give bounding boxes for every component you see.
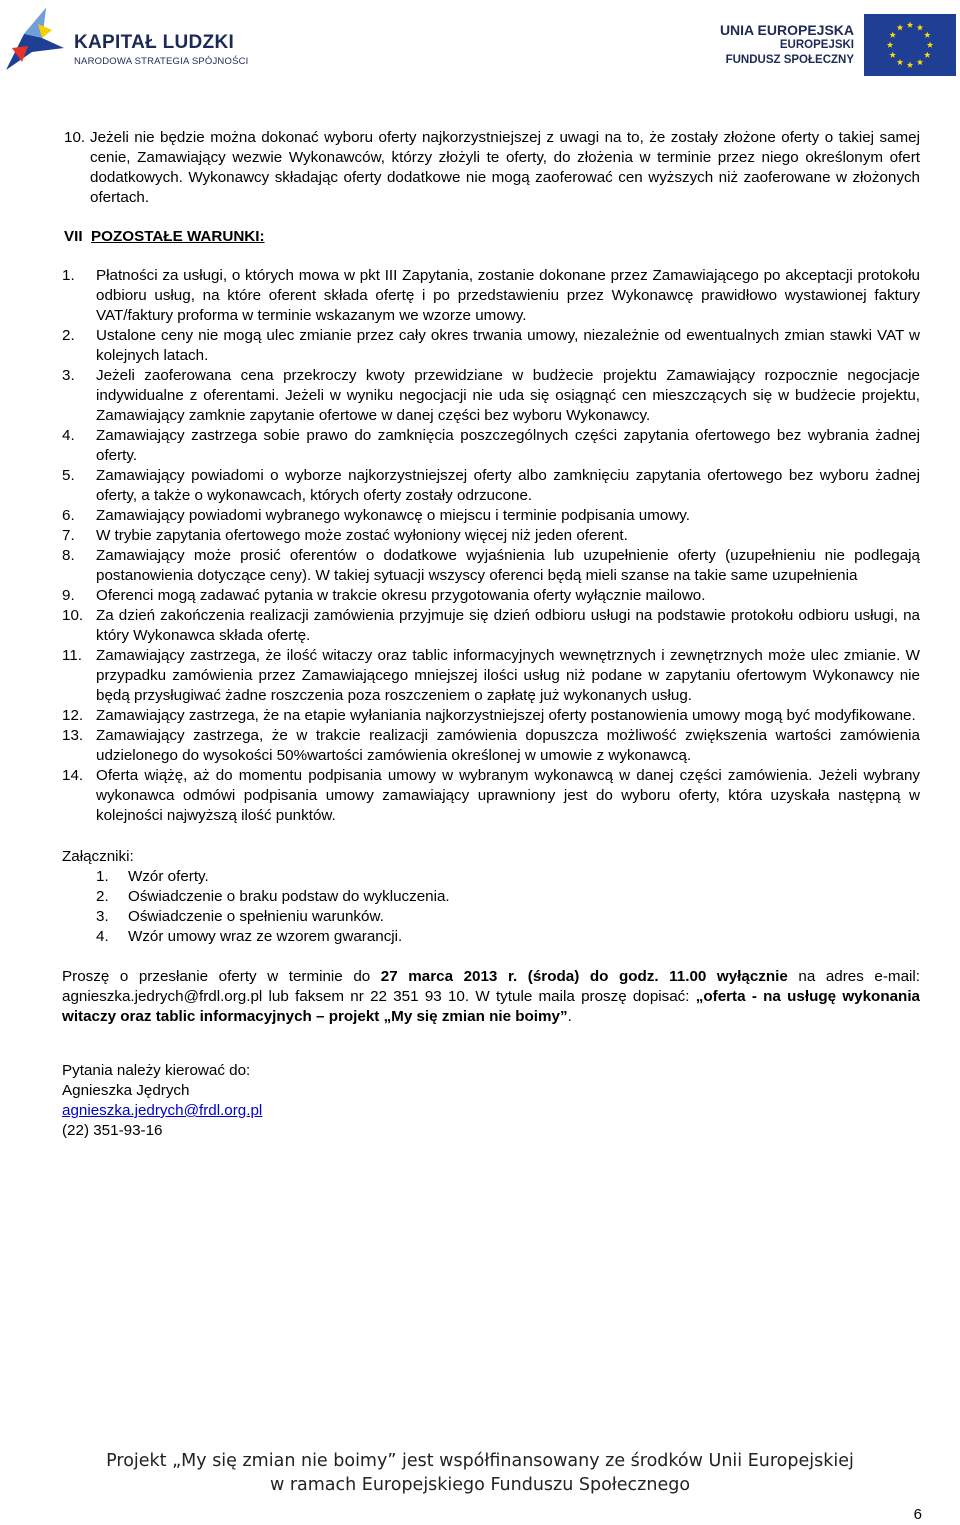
condition-number: 6.: [62, 507, 75, 524]
eu-line-2: EUROPEJSKI: [779, 39, 854, 51]
document-body: [62, 128, 920, 1141]
send-text-3: .: [567, 1008, 572, 1025]
eu-flag-icon: [864, 14, 956, 76]
attachment-item: [96, 887, 920, 907]
condition-item: [62, 706, 920, 726]
condition-text: Zamawiający powiadomi wybranego wykonawcę o miejscu i terminie podpisania umowy.: [96, 507, 690, 524]
condition-number: 5.: [62, 467, 75, 484]
condition-text: Zamawiający może prosić oferentów o dodatkowe wyjaśnienia lub uzupełnienie oferty (uzupełnieniu nie podlegają postanowienia dotyczące ceny). W takiej sytuacji wszyscy oferenci będą mieli szanse na takie same uzupełnienia: [96, 547, 920, 584]
condition-number: 3.: [62, 367, 75, 384]
send-subject: „oferta - na usługę wykonania witaczy oraz tablic informacyjnych – projekt „My się zmian nie boimy”: [62, 988, 920, 1025]
attachment-item: [96, 867, 920, 887]
condition-item: [62, 546, 920, 586]
condition-item: [62, 466, 920, 506]
attachment-item: [96, 927, 920, 947]
condition-text: Oferenci mogą zadawać pytania w trakcie okresu przygotowania oferty wyłącznie mailowo.: [96, 587, 706, 604]
kapital-ludzki-title: KAPITAŁ LUDZKI: [74, 32, 235, 53]
condition-item: [62, 526, 920, 546]
page-number: 6: [913, 1506, 922, 1523]
condition-text: Płatności za usługi, o których mowa w pkt III Zapytania, zostanie dokonane przez Zamawiającego po akceptacji protokołu odbioru usług, na które oferent składa ofertę i po przedstawieniu przez Wykonawcę prawidłowo wystawionej faktury VAT/faktury proforma w terminie wskazanym we wzorze umowy.: [96, 267, 920, 324]
intro-text: Jeżeli nie będzie można dokonać wyboru oferty najkorzystniejszej z uwagi na to, że zostały złożone oferty o takiej samej cenie, Zamawiający wezwie Wykonawców, którzy złożyli te oferty, do złożenia w terminie przez niego określonym ofert dodatkowych. Wykonawcy składając oferty dodatkowe nie mogą zaoferować cen wyższych niż zaoferowane w złożonych ofertach.: [90, 129, 920, 206]
intro-number: 10.: [64, 129, 86, 146]
contact-phone: (22) 351-93-16: [62, 1122, 163, 1139]
condition-text: Zamawiający powiadomi o wyborze najkorzystniejszej oferty albo zamknięciu zapytania ofertowego bez wyboru żadnej oferty, a także o wykonawcach, których oferty zostały odrzucone.: [96, 467, 920, 504]
condition-text: Zamawiający zastrzega, że w trakcie realizacji zamówienia dopuszcza możliwość zwiększenia wartości zamówienia udzielonego do wysokości 50%wartości zamówienia określonej w umowie z wykonawcą.: [96, 727, 920, 764]
condition-text: Za dzień zakończenia realizacji zamówienia przyjmuje się dzień odbioru usługi na podstawie protokołu odbioru usługi, na który Wykonawca składa ofertę.: [96, 607, 920, 644]
condition-number: 2.: [62, 327, 75, 344]
condition-item: [62, 766, 920, 826]
condition-number: 13.: [62, 727, 84, 744]
attachment-number: 3.: [96, 908, 109, 925]
send-text-2: na adres e-mail: agnieszka.jedrych@frdl.org.pl lub faksem nr 22 351 93 10. W tytule maila proszę dopisać:: [62, 968, 920, 1005]
section-roman: VII: [64, 228, 83, 245]
condition-number: 12.: [62, 707, 84, 724]
condition-item: [62, 426, 920, 466]
condition-number: 11.: [62, 647, 82, 664]
condition-item: [62, 726, 920, 766]
condition-text: Ustalone ceny nie mogą ulec zmianie przez cały okres trwania umowy, niezależnie od ewentualnych zmian stawki VAT w kolejnych latach.: [96, 327, 920, 364]
attachments-heading: Załączniki:: [62, 848, 134, 865]
footer-line-2: w ramach Europejskiego Funduszu Społecznego: [269, 1475, 691, 1495]
attachment-text: Oświadczenie o braku podstaw do wykluczenia.: [128, 888, 450, 905]
condition-number: 14.: [62, 767, 84, 784]
condition-item: [62, 506, 920, 526]
condition-text: Oferta wiążę, aż do momentu podpisania umowy w wybranym wykonawcą w danej części zamówienia. Jeżeli wybrany wykonawca odmówi podpisania umowy zamawiający uprawniony jest do wyboru oferty, która uzyskała następną w kolejności najwyższą ilość punktów.: [96, 767, 920, 824]
attachment-number: 2.: [96, 888, 109, 905]
condition-text: Zamawiający zastrzega, że ilość witaczy oraz tablic informacyjnych wewnętrznych i zewnętrznych może ulec zmianie. W przypadku zamówienia przez Zamawiającego mniejszej ilości usług niż podane w zapytaniu ofertowym Wykonawcy nie będą przysługiwać żadne roszczenia poza roszczeniem o zapłatę już wykonanych usług.: [96, 647, 920, 704]
condition-number: 9.: [62, 587, 75, 604]
condition-item: [62, 606, 920, 646]
intro-paragraph: [62, 128, 920, 208]
contact-block: [62, 1061, 920, 1141]
kapital-ludzki-subtitle: NARODOWA STRATEGIA SPÓJNOŚCI: [74, 56, 249, 67]
attachments-list: [62, 867, 920, 947]
send-text-1: Proszę o przesłanie oferty w terminie do: [62, 968, 381, 985]
condition-text: Zamawiający zastrzega, że na etapie wyłaniania najkorzystniejszej oferty postanowienia umowy mogą być modyfikowane.: [96, 707, 916, 724]
attachment-text: Wzór umowy wraz ze wzorem gwarancji.: [128, 928, 403, 945]
page-footer: [0, 1449, 960, 1497]
attachment-text: Oświadczenie o spełnieniu warunków.: [128, 908, 384, 925]
attachment-number: 1.: [96, 868, 109, 885]
condition-number: 8.: [62, 547, 75, 564]
send-deadline: 27 marca 2013 r. (środa) do godz. 11.00 wyłącznie: [380, 968, 788, 985]
condition-text: W trybie zapytania ofertowego może zostać wyłoniony więcej niż jeden oferent.: [96, 527, 628, 544]
attachment-item: [96, 907, 920, 927]
attachment-text: Wzór oferty.: [128, 868, 209, 885]
condition-text: Jeżeli zaoferowana cena przekroczy kwoty przewidziane w budżecie projektu Zamawiający rozpocznie negocjacje indywidualne z oferentami. Jeżeli w wyniku negocjacji nie uda się osiągnąć cen mieszczących się w budżecie projektu, Zamawiający zamknie zapytanie ofertowe w danej części bez wyboru Wykonawcy.: [96, 367, 920, 424]
condition-number: 7.: [62, 527, 75, 544]
section-title: POZOSTAŁE WARUNKI:: [91, 228, 265, 245]
condition-item: [62, 646, 920, 706]
condition-number: 4.: [62, 427, 75, 444]
contact-email-link[interactable]: agnieszka.jedrych@frdl.org.pl: [62, 1102, 263, 1119]
kapital-ludzki-star-icon: [2, 4, 72, 74]
eu-line-1: UNIA EUROPEJSKA: [719, 22, 854, 38]
condition-item: [62, 586, 920, 606]
footer-line-1: Projekt „My się zmian nie boimy” jest współfinansowany ze środków Unii Europejskiej: [106, 1451, 854, 1471]
submission-paragraph: [62, 967, 920, 1027]
condition-item: [62, 326, 920, 366]
condition-item: [62, 266, 920, 326]
contact-name: Agnieszka Jędrych: [62, 1082, 190, 1099]
eu-line-3: FUNDUSZ SPOŁECZNY: [725, 54, 854, 66]
condition-number: 1.: [62, 267, 75, 284]
condition-number: 10.: [62, 607, 84, 624]
eu-fund-label: [720, 22, 854, 68]
contact-heading: Pytania należy kierować do:: [62, 1062, 251, 1079]
attachment-number: 4.: [96, 928, 109, 945]
section-heading: [62, 227, 920, 247]
condition-text: Zamawiający zastrzega sobie prawo do zamknięcia poszczególnych części zapytania ofertowego bez wybrania żadnej oferty.: [96, 427, 920, 464]
conditions-list: [62, 266, 920, 826]
condition-item: [62, 366, 920, 426]
kapital-ludzki-logo: [2, 4, 262, 74]
